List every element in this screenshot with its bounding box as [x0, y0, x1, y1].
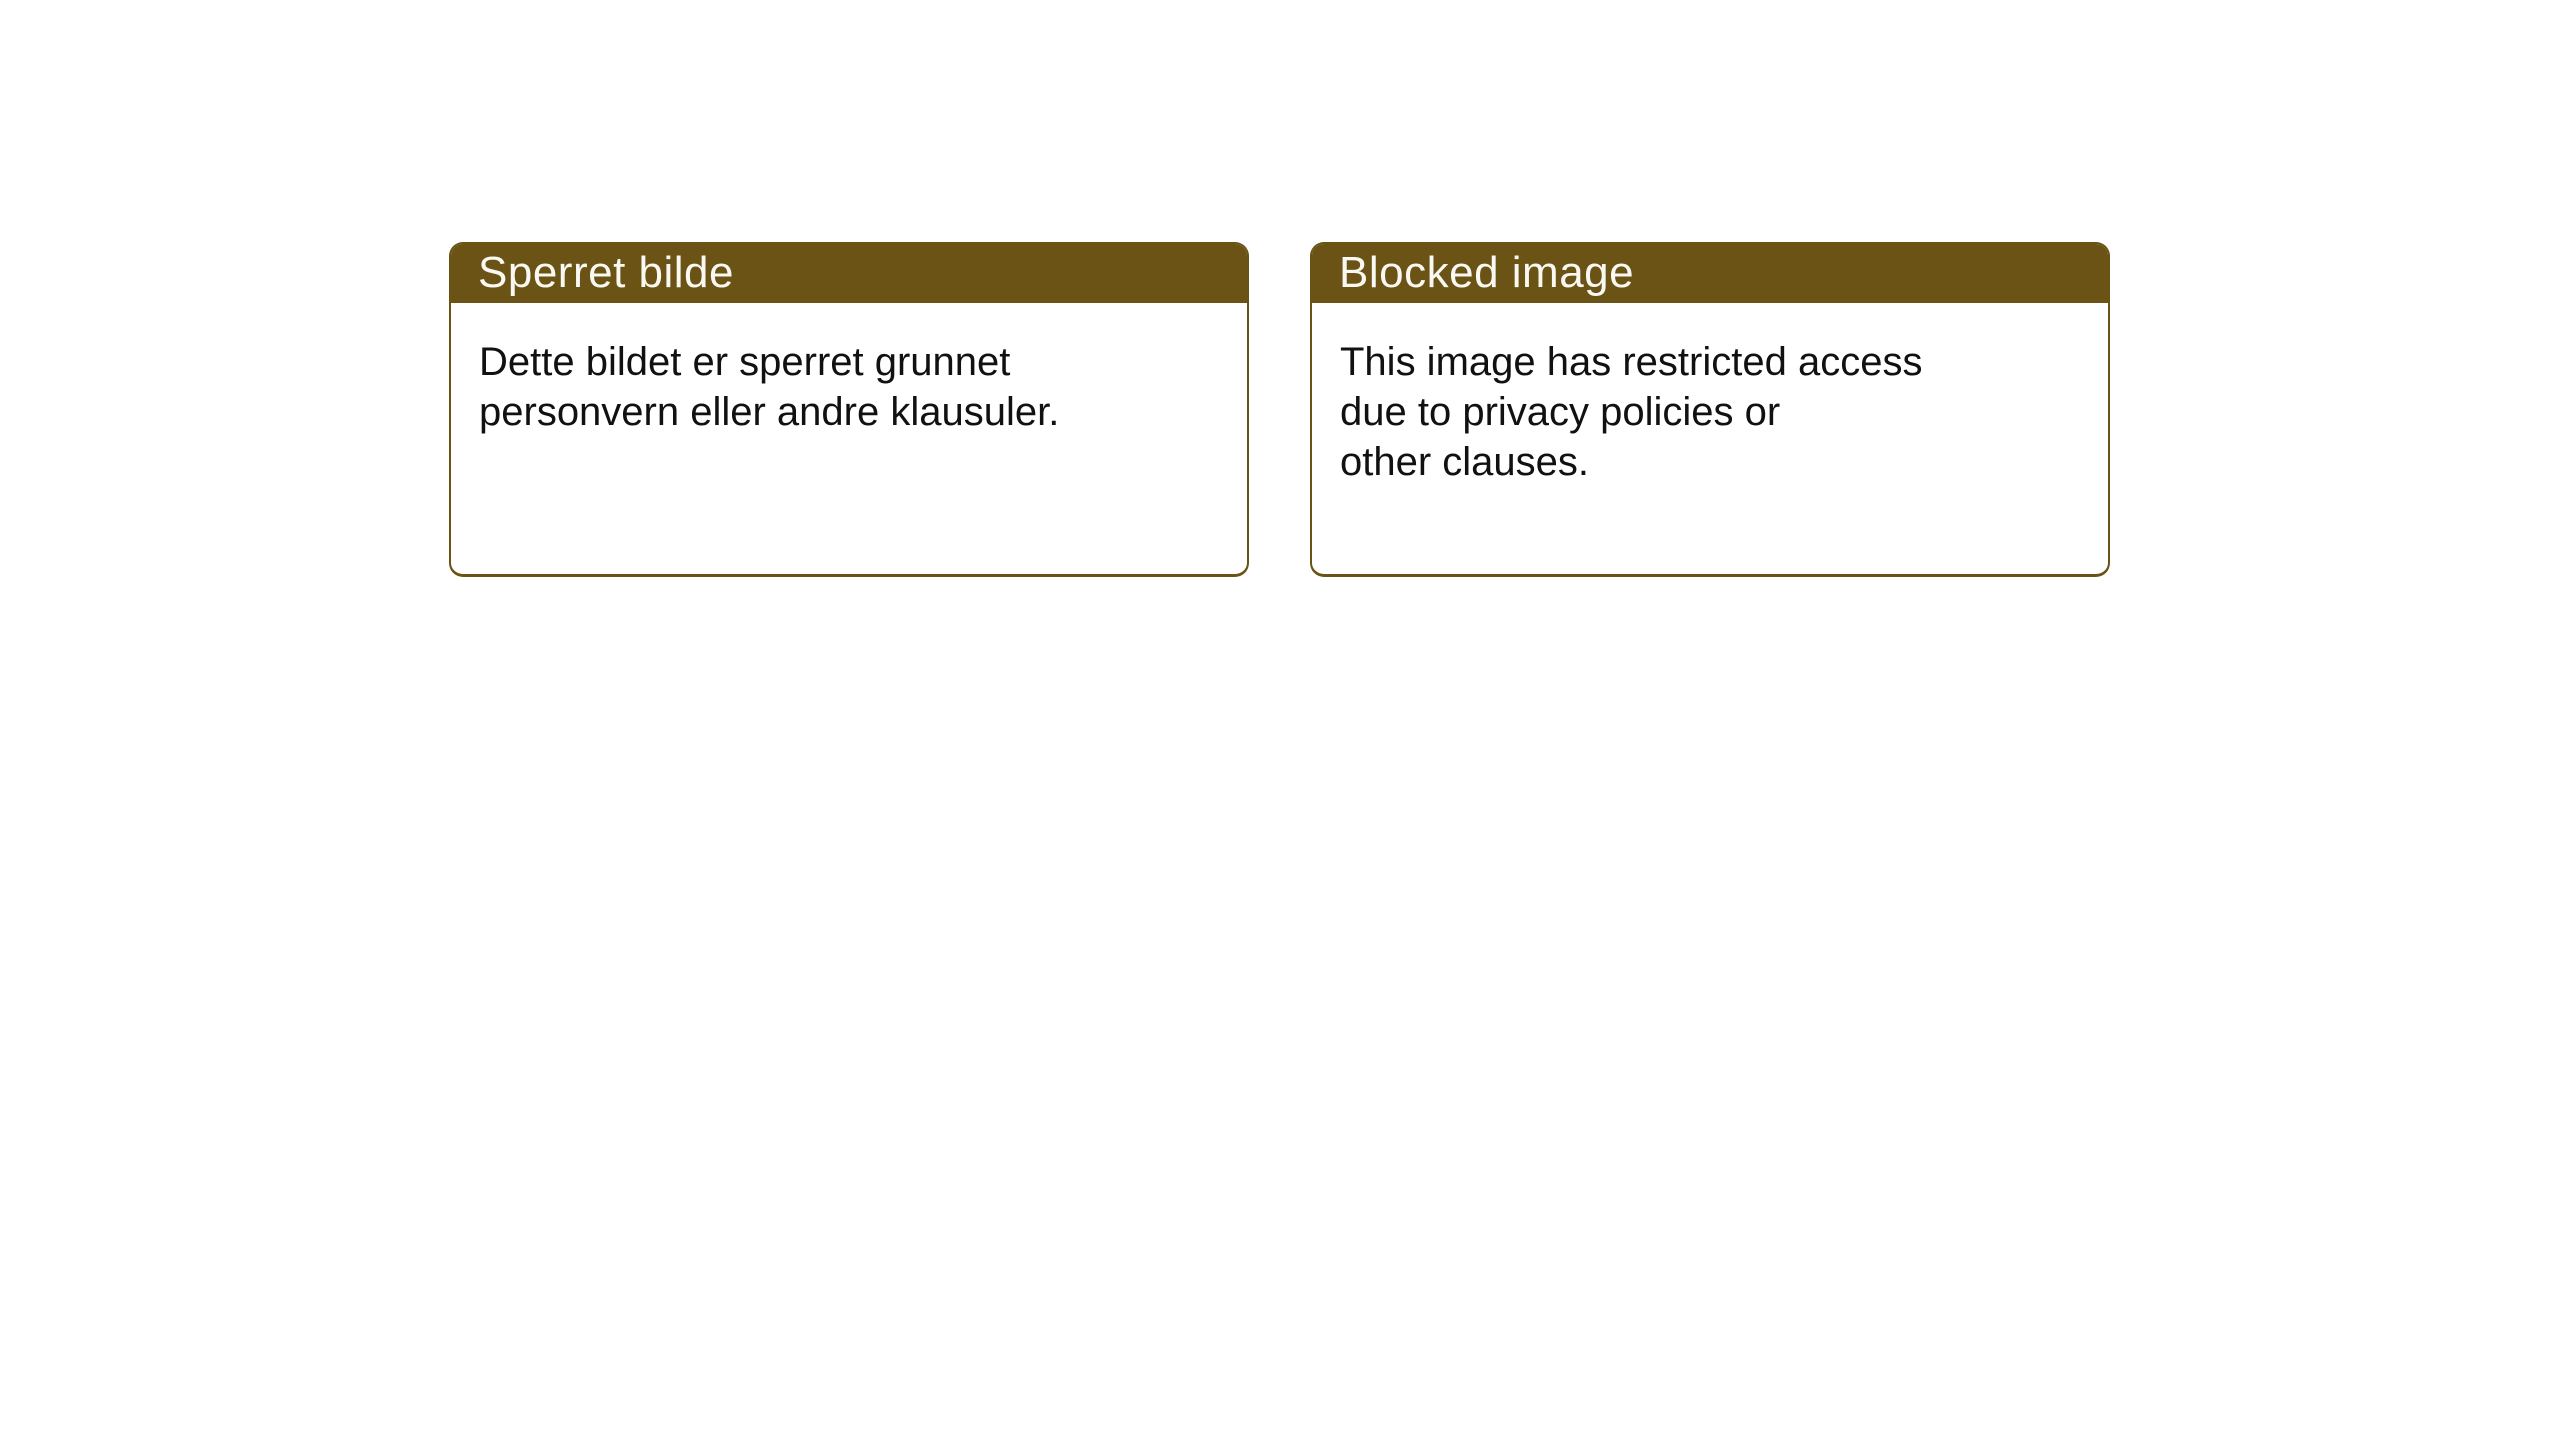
notice-card-header — [1311, 243, 2109, 303]
notice-body-line: due to privacy policies or — [1340, 390, 1781, 434]
blocked-image-notice-norwegian — [449, 242, 1249, 577]
notice-body-line: personvern eller andre klausuler. — [479, 390, 1060, 434]
notice-card-title: Sperret bilde — [478, 248, 734, 297]
notice-body-line: other clauses. — [1340, 440, 1590, 484]
notice-card-body — [451, 303, 1247, 437]
blocked-image-notice-english — [1310, 242, 2110, 577]
notice-card-header — [450, 243, 1248, 303]
notice-body-line: Dette bildet er sperret grunnet — [479, 340, 1011, 384]
notice-body-line: This image has restricted access — [1340, 340, 1923, 384]
notice-card-title: Blocked image — [1339, 248, 1635, 297]
notice-card-body — [1312, 303, 2108, 487]
